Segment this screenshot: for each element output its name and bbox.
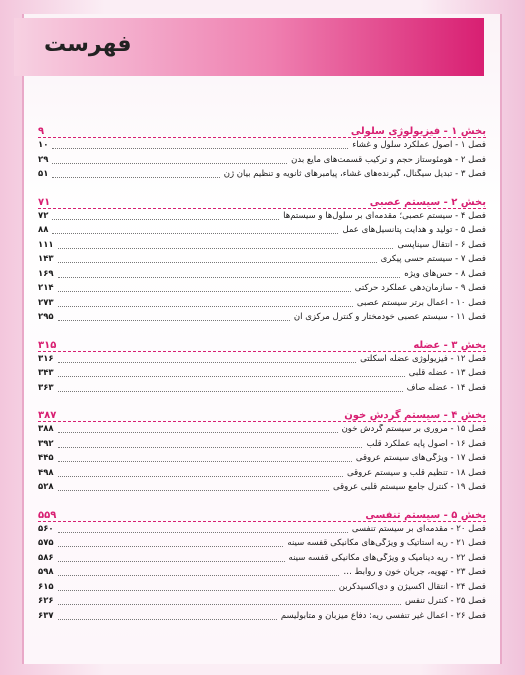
dot-leader <box>58 440 363 448</box>
chapter-title: فصل ۳ - تبدیل سیگنال، گیرنده‌های غشاء، پیامبرهای ثانویه و تنظیم بیان ژن <box>223 169 486 180</box>
toc-entry[interactable] <box>38 480 486 495</box>
section-page-number: ۳۸۷ <box>38 410 57 421</box>
toc-section <box>38 334 486 396</box>
dot-leader <box>58 539 284 547</box>
dot-leader <box>58 597 401 605</box>
chapter-page-number: ۵۹۸ <box>38 567 54 578</box>
chapter-page-number: ۳۱۶ <box>38 353 54 364</box>
dot-leader <box>52 156 287 164</box>
toc-entry[interactable] <box>38 451 486 466</box>
chapter-page-number: ۶۱۵ <box>38 581 54 592</box>
section-page-number: ۵۵۹ <box>38 509 57 521</box>
dot-leader <box>58 241 394 249</box>
dot-leader <box>58 583 335 591</box>
chapter-page-number: ۳۶۳ <box>38 382 54 393</box>
section-heading[interactable] <box>38 404 486 422</box>
section-heading[interactable] <box>38 334 486 352</box>
chapter-page-number: ۳۴۳ <box>38 368 54 379</box>
dot-leader <box>58 568 340 576</box>
chapter-title: فصل ۴ - سیستم عصبی؛ مقدمه‌ای بر سلول‌ها و سیستم‌ها <box>283 210 486 221</box>
chapter-page-number: ۲۹۵ <box>38 312 54 323</box>
chapter-title: فصل ۲۳ - تهویه، جریان خون و روابط … <box>343 567 486 578</box>
toc-entry[interactable] <box>38 223 486 238</box>
toc-entry[interactable] <box>38 238 486 253</box>
dot-leader <box>58 299 353 307</box>
toc-entry[interactable] <box>38 437 486 452</box>
chapter-page-number: ۲۱۴ <box>38 283 54 294</box>
toc-section <box>38 404 486 495</box>
toc-entry[interactable] <box>38 422 486 437</box>
chapter-title: فصل ۱۴ - عضله صاف <box>406 382 486 393</box>
chapter-title: فصل ۶ - انتقال سیناپسی <box>397 239 486 250</box>
chapter-page-number: ۱۰ <box>38 140 49 151</box>
toc-entry[interactable] <box>38 536 486 551</box>
dot-leader <box>58 425 338 433</box>
chapter-page-number: ۳۸۸ <box>38 424 54 435</box>
chapter-page-number: ۵۸۶ <box>38 552 54 563</box>
chapter-title: فصل ۸ - حس‌های ویژه <box>404 268 486 279</box>
chapter-page-number: ۵۷۵ <box>38 538 54 549</box>
chapter-title: فصل ۲۴ - انتقال اکسیژن و دی‌اکسیدکربن <box>338 581 486 592</box>
toc-section <box>38 191 486 325</box>
chapter-title: فصل ۱۰ - اعمال برتر سیستم عصبی <box>356 297 486 308</box>
chapter-page-number: ۶۳۷ <box>38 610 54 621</box>
toc-entry[interactable] <box>38 580 486 595</box>
chapter-page-number: ۱۱۱ <box>38 239 54 250</box>
toc-entry[interactable] <box>38 551 486 566</box>
chapter-title: فصل ۱۳ - عضله قلبی <box>408 368 486 379</box>
dot-leader <box>52 226 338 234</box>
section-heading[interactable] <box>38 120 486 138</box>
toc-section <box>38 120 486 182</box>
chapter-page-number: ۸۸ <box>38 225 49 236</box>
table-of-contents <box>38 120 486 632</box>
chapter-title: فصل ۱۹ - کنترل جامع سیستم قلبی عروقی <box>333 482 486 493</box>
dot-leader <box>58 525 348 533</box>
chapter-page-number: ۴۹۸ <box>38 467 54 478</box>
section-title: بخش ۱ - فیزیولوژی سلولی <box>350 126 486 137</box>
chapter-page-number: ۲۹ <box>38 154 49 165</box>
toc-entry[interactable] <box>38 609 486 624</box>
toc-entry[interactable] <box>38 310 486 325</box>
section-page-number: ۷۱ <box>38 196 51 208</box>
chapter-title: فصل ۱۸ - تنظیم قلب و سیستم عروقی <box>347 467 486 478</box>
toc-entry[interactable] <box>38 267 486 282</box>
toc-entry[interactable] <box>38 594 486 609</box>
chapter-page-number: ۵۱ <box>38 169 49 180</box>
chapter-page-number: ۴۴۵ <box>38 453 54 464</box>
chapter-title: فصل ۱۱ - سیستم عصبی خودمختار و کنترل مرکزی آن <box>293 312 486 323</box>
chapter-page-number: ۷۲ <box>38 210 49 221</box>
dot-leader <box>52 212 279 220</box>
chapter-title: فصل ۱۷ - ویژگی‌های سیستم عروقی <box>355 453 486 464</box>
dot-leader <box>58 454 352 462</box>
chapter-page-number: ۵۲۸ <box>38 482 54 493</box>
chapter-page-number: ۱۴۳ <box>38 254 54 265</box>
chapter-title: فصل ۲۰ - مقدمه‌ای بر سیستم تنفسی <box>351 523 486 534</box>
section-title: بخش ۵ - سیستم تنفسی <box>365 509 486 521</box>
dot-leader <box>58 270 401 278</box>
toc-entry[interactable] <box>38 381 486 396</box>
chapter-title: فصل ۱۵ - مروری بر سیستم گردش خون <box>341 424 486 435</box>
toc-entry[interactable] <box>38 296 486 311</box>
dot-leader <box>58 483 329 491</box>
chapter-page-number: ۶۲۶ <box>38 596 54 607</box>
section-heading[interactable] <box>38 504 486 522</box>
toc-entry[interactable] <box>38 138 486 153</box>
dot-leader <box>58 554 285 562</box>
toc-entry[interactable] <box>38 522 486 537</box>
chapter-title: فصل ۵ - تولید و هدایت پتانسیل‌های عمل <box>342 225 486 236</box>
dot-leader <box>58 313 290 321</box>
page-title: فهرست <box>44 32 132 57</box>
toc-entry[interactable] <box>38 167 486 182</box>
dot-leader <box>58 369 405 377</box>
dot-leader <box>58 284 351 292</box>
chapter-title: فصل ۲۲ - ریه دینامیک و ویژگی‌های مکانیکی قفسه سینه <box>288 552 486 563</box>
chapter-title: فصل ۱۲ - فیزیولوژی عضله اسکلتی <box>360 353 486 364</box>
chapter-title: فصل ۲۶ - اعمال غیر تنفسی ریه: دفاع میزبان و متابولیسم <box>280 610 486 621</box>
toc-entry[interactable] <box>38 352 486 367</box>
toc-entry[interactable] <box>38 281 486 296</box>
toc-section <box>38 504 486 624</box>
dot-leader <box>52 141 348 149</box>
dot-leader <box>52 170 219 178</box>
toc-entry[interactable] <box>38 252 486 267</box>
chapter-page-number: ۱۶۹ <box>38 268 54 279</box>
dot-leader <box>58 384 403 392</box>
chapter-title: فصل ۱ - اصول عملکرد سلول و غشاء <box>352 140 486 151</box>
chapter-title: فصل ۲۵ - کنترل تنفس <box>404 596 486 607</box>
chapter-title: فصل ۷ - سیستم حسی پیکری <box>380 254 486 265</box>
dot-leader <box>58 612 277 620</box>
toc-entry[interactable] <box>38 565 486 580</box>
section-page-number: ۳۱۵ <box>38 339 57 351</box>
toc-entry[interactable] <box>38 209 486 224</box>
dot-leader <box>58 469 343 477</box>
dot-leader <box>58 355 357 363</box>
chapter-title: فصل ۲۱ - ریه استاتیک و ویژگی‌های مکانیکی قفسه سینه <box>287 538 486 549</box>
toc-entry[interactable] <box>38 153 486 168</box>
section-title: بخش ۳ - عضله <box>413 339 486 351</box>
section-title: بخش ۴ - سیستم گردش خون <box>344 410 486 421</box>
dot-leader <box>58 255 377 263</box>
chapter-page-number: ۵۶۰ <box>38 523 54 534</box>
toc-entry[interactable] <box>38 366 486 381</box>
section-heading[interactable] <box>38 191 486 209</box>
section-page-number: ۹ <box>38 126 45 137</box>
section-title: بخش ۲ - سیستم عصبی <box>369 196 486 208</box>
chapter-page-number: ۳۹۲ <box>38 438 54 449</box>
chapter-title: فصل ۲ - هومئوستاز حجم و ترکیب قسمت‌های مایع بدن <box>291 154 486 165</box>
chapter-title: فصل ۱۶ - اصول پایه عملکرد قلب <box>366 438 486 449</box>
toc-entry[interactable] <box>38 466 486 481</box>
chapter-page-number: ۲۷۳ <box>38 297 54 308</box>
chapter-title: فصل ۹ - سازمان‌دهی عملکرد حرکتی <box>354 283 486 294</box>
